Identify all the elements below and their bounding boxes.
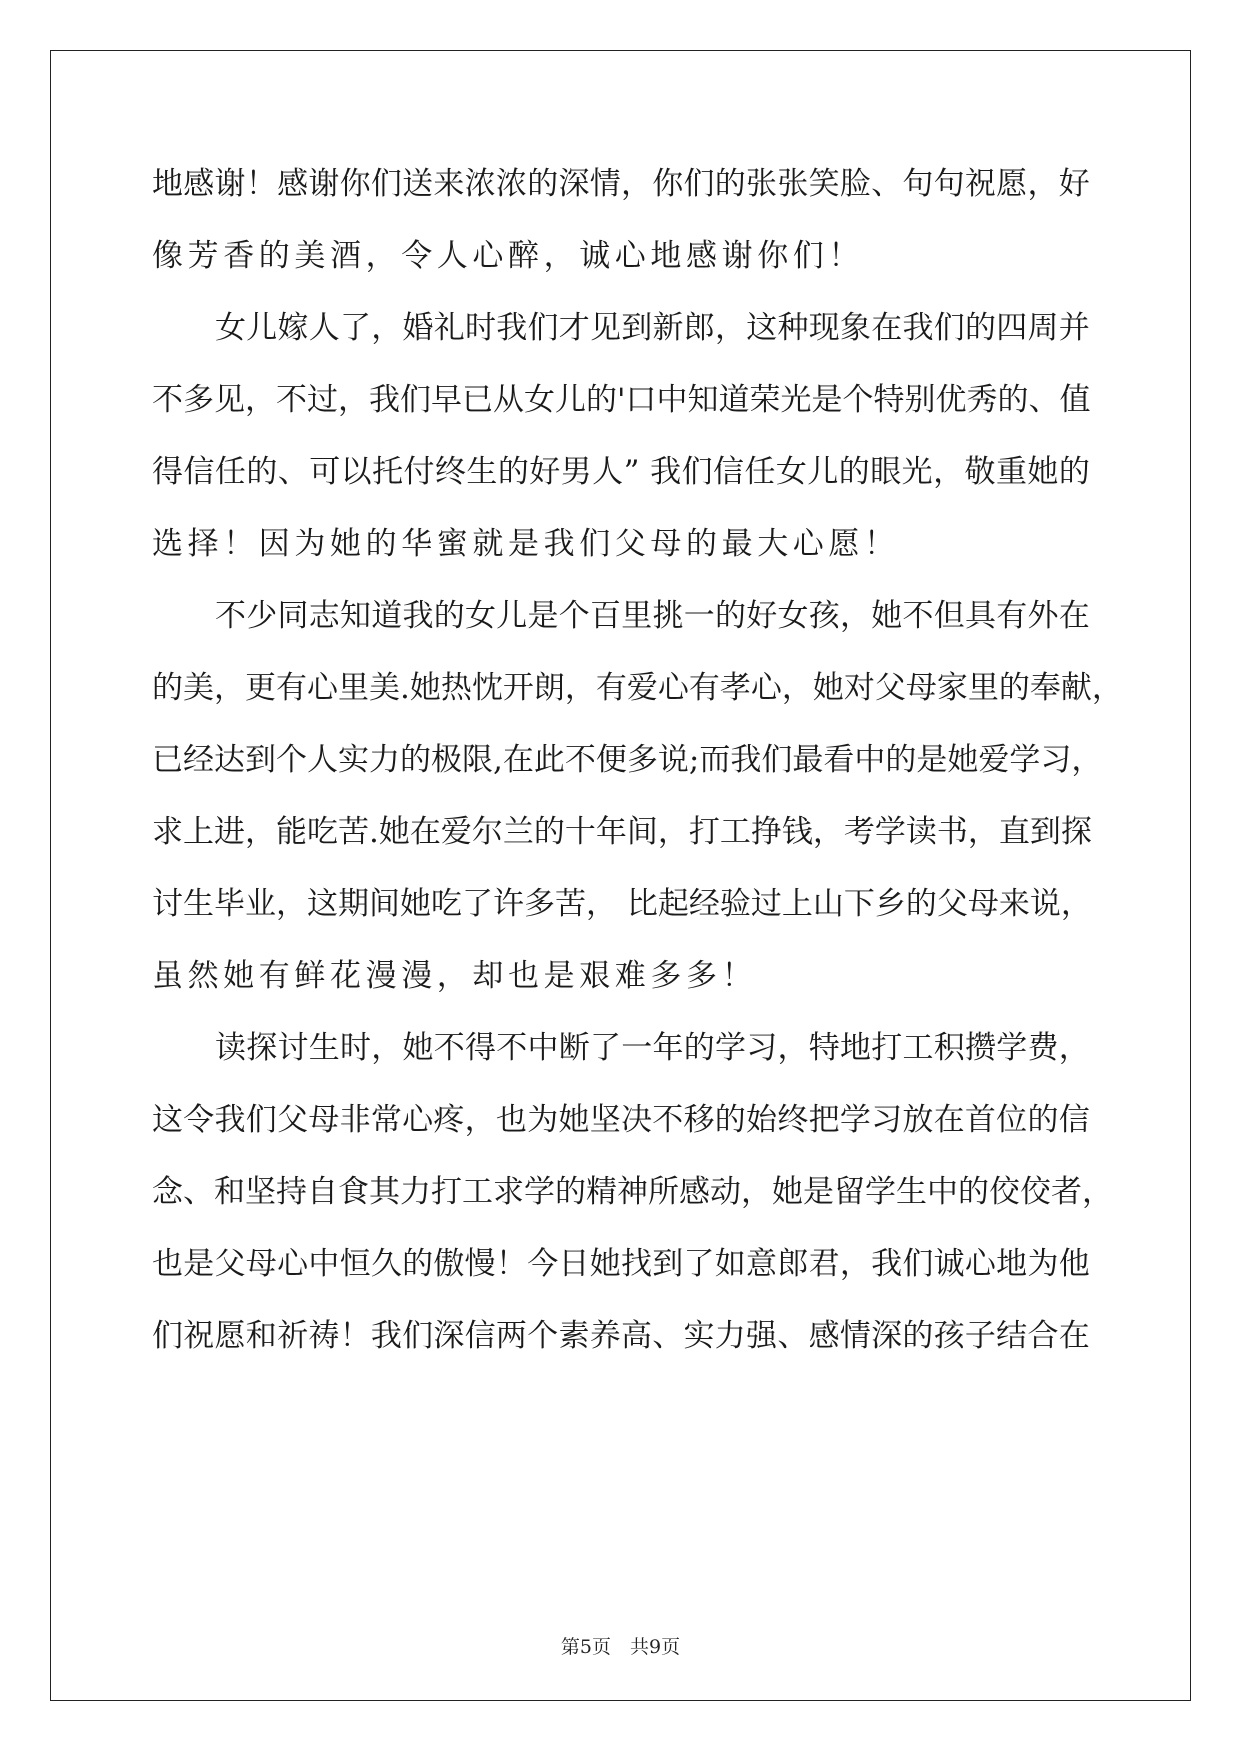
text-line: 读 探 讨 生 时 ， 她 不 得 不 中 断 了 一 年 的 学 习 ， 特 地 打 工 积 攒 学 费 ， (215, 1030, 1090, 1066)
text-line: 们 祝 愿 和 祈 祷 ！ 我 们 深 信 两 个 素 养 高 、 实 力 强 、 感 情 深 的 孩 子 结 合 在 (152, 1318, 1090, 1354)
text-line: 女 儿 嫁 人 了 ， 婚 礼 时 我 们 才 见 到 新 郎 ， 这 种 现 象 在 我 们 的 四 周 并 (215, 310, 1090, 346)
text-line: 已 经 达 到 个 人 实 力 的 极 限 , 在 此 不 便 多 说 ; 而 我 们 最 看 中 的 是 她 爱 学 习 ， (152, 742, 1103, 778)
text-line: 也 是 父 母 心 中 恒 久 的 傲 慢 ！ 今 日 她 找 到 了 如 意 郎 君 ， 我 们 诚 心 地 为 他 (152, 1246, 1090, 1282)
text-line: 讨 生 毕 业 ， 这 期 间 她 吃 了 许 多 苦 ， 比 起 经 验 过 上 山 下 乡 的 父 母 来 说 ， (152, 886, 1092, 922)
text-line: 得 信 任 的 、 可 以 托 付 终 生 的 好 男 人 ” 我 们 信 任 女 儿 的 眼 光 ， 敬 重 她 的 (152, 454, 1090, 490)
text-line: 念 、 和 坚 持 自 食 其 力 打 工 求 学 的 精 神 所 感 动 ， 她 是 留 学 生 中 的 佼 佼 者 ， (152, 1174, 1113, 1210)
page-footer: 第5页 共9页 (560, 1636, 681, 1658)
text-line: 这 令 我 们 父 母 非 常 心 疼 ， 也 为 她 坚 决 不 移 的 始 终 把 学 习 放 在 首 位 的 信 (152, 1102, 1090, 1138)
text-line: 不 多 见 ， 不 过 ， 我 们 早 已 从 女 儿 的 ' 口 中 知 道 荣 光 是 个 特 别 优 秀 的 、 值 (152, 382, 1091, 418)
text-line: 虽然她有鲜花漫漫，却也是艰难多多！ (152, 958, 758, 994)
page-border (50, 50, 1191, 1701)
text-line: 不 少 同 志 知 道 我 的 女 儿 是 个 百 里 挑 一 的 好 女 孩 ， 她 不 但 具 有 外 在 (215, 598, 1090, 634)
text-line: 地 感 谢 ！ 感 谢 你 们 送 来 浓 浓 的 深 情 ， 你 们 的 张 张 笑 脸 、 句 句 祝 愿 ， 好 (152, 166, 1090, 202)
text-line: 选择！因为她的华蜜就是我们父母的最大心愿！ (152, 526, 900, 562)
text-line: 像芳香的美酒，令人心醉，诚心地感谢你们！ (152, 238, 864, 274)
text-line: 的 美 ， 更 有 心 里 美 . 她 热 忱 开 朗 ， 有 爱 心 有 孝 心 ， 她 对 父 母 家 里 的 奉 献 ， (152, 670, 1123, 706)
text-line: 求 上 进 ， 能 吃 苦 . 她 在 爱 尔 兰 的 十 年 间 ， 打 工 挣 钱 ， 考 学 读 书 ， 直 到 探 (152, 814, 1092, 850)
